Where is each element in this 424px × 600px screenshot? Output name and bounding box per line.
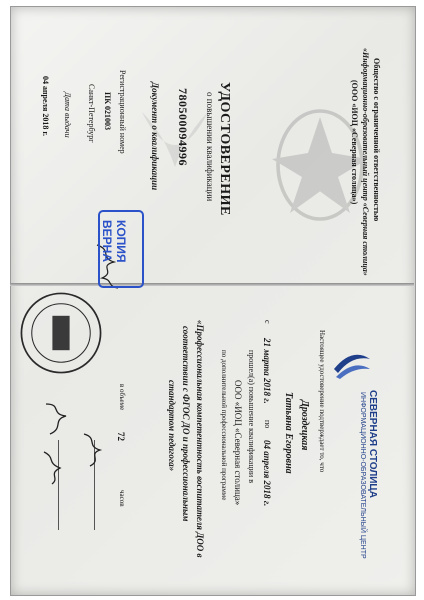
program-line: по дополнительной профессиональной программе xyxy=(220,350,228,501)
issuer-line-2: «Информационно-образовательный центр «Северная столица» xyxy=(361,48,370,276)
copy-certified-stamp xyxy=(98,210,144,288)
program-title-3: стандартом педагога» xyxy=(167,380,177,472)
certificate-number: 780500094996 xyxy=(176,88,190,166)
intro-text: Настоящее удостоверение подтверждает то, что xyxy=(318,330,326,473)
hours-value: 72 xyxy=(116,432,126,441)
issuer-line-1: Общество с ограниченной ответственностью xyxy=(372,58,381,222)
organization-name: ООО «ИОЦ «Северная столица» xyxy=(233,380,243,506)
holder-surname: Дроздецкая xyxy=(299,400,310,451)
registration-label: Регистрационный номер xyxy=(118,70,127,154)
to-date: 04 апреля 2018 г. xyxy=(262,440,272,507)
signature-chairman xyxy=(80,430,108,470)
certificate-title: УДОСТОВЕРЕНИЕ xyxy=(217,82,232,216)
registration-number: ПК 021003 xyxy=(103,92,112,131)
round-seal xyxy=(18,290,104,376)
signature-director xyxy=(40,448,68,488)
brand-name: СЕВЕРНАЯ СТОЛИЦА xyxy=(367,390,378,498)
to-prefix: по xyxy=(263,420,272,429)
qualification-doc-label: Документ о квалификации xyxy=(150,82,160,191)
issuer-line-3: (ООО «ИОЦ «Северная столица») xyxy=(350,80,359,205)
stamp-certified-text: ВЕРНА xyxy=(100,220,114,263)
issue-city: Санкт-Петербург xyxy=(87,84,96,143)
certificate-subtitle: о повышении квалификации xyxy=(205,92,215,202)
program-title-1: «Профессиональная компетентность воспитателя ДОО в xyxy=(195,320,205,558)
program-title-2: соответствии с ФГОС ДО и профессиональным xyxy=(181,326,191,522)
from-date: 21 марта 2018 г. xyxy=(262,338,272,404)
from-prefix: с xyxy=(263,320,272,324)
holder-name: Татьяна Егоровна xyxy=(283,392,294,474)
signature-secretary xyxy=(42,398,72,438)
brand-logo-icon xyxy=(332,345,372,379)
issue-date: 04 апреля 2018 г. xyxy=(41,76,50,137)
hours-unit: часов xyxy=(118,490,126,507)
hours-prefix: в объеме xyxy=(118,384,126,411)
stamp-copy-text: КОПИЯ xyxy=(114,220,128,263)
center-fold xyxy=(10,283,414,286)
issue-date-label: Дата выдачи xyxy=(63,92,72,138)
brand-subtitle: ИНФОРМАЦИОННО-ОБРАЗОВАТЕЛЬНЫЙ ЦЕНТР xyxy=(359,392,366,559)
passed-line: прошел(а) повышение квалификации в xyxy=(247,350,256,483)
